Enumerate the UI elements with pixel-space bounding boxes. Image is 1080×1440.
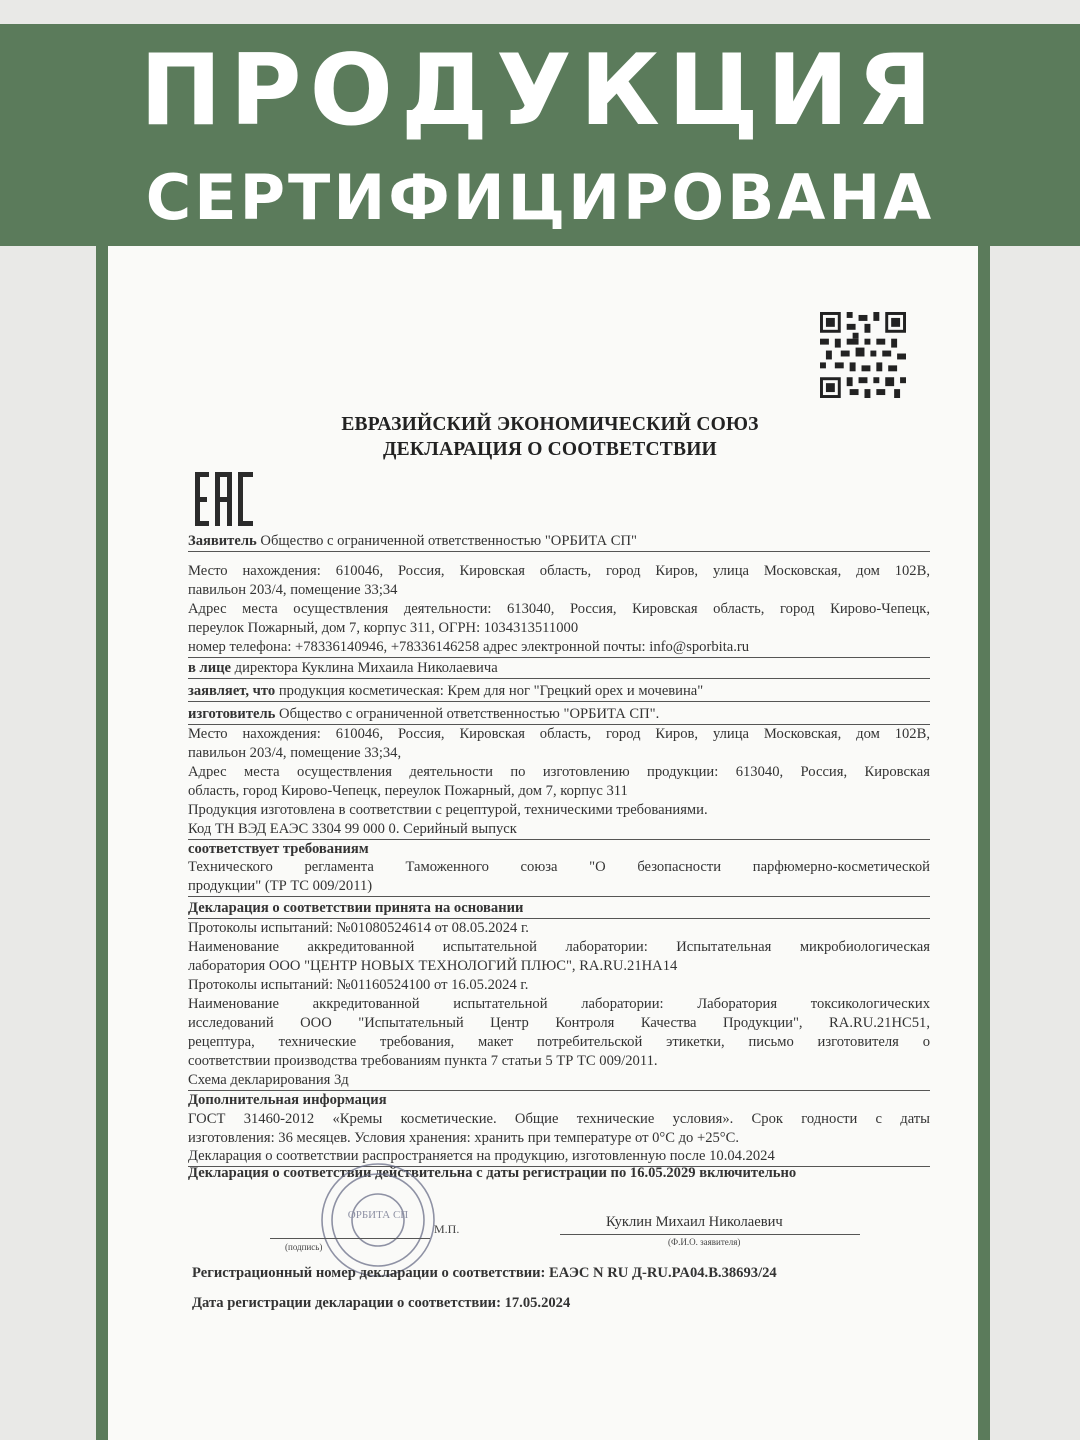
applies-to-line: Декларация о соответствии распространяется на продукцию, изготовленную после 10.04.2024 [188,1146,930,1167]
manufacturer-line [188,704,930,725]
tn-ved-code-line: Код ТН ВЭД ЕАЭС 3304 99 000 0. Серийный выпуск [188,819,930,840]
basis-label: Декларация о соответствии принята на основании [188,898,930,919]
banner-title-line2: СЕРТИФИЦИРОВАНА [145,161,935,234]
banner-title-line1: ПРОДУКЦИЯ [139,34,941,148]
activity-address-line2: переулок Пожарный, дом 7, корпус 311, ОГРН: 1034313511000 [188,620,579,636]
applicant-text: Общество с ограниченной ответственностью "ОРБИТА СП" [256,533,637,549]
document-title-union: ЕВРАЗИЙСКИЙ ЭКОНОМИЧЕСКИЙ СОЮЗ [341,414,759,435]
mp-label: М.П. [434,1222,460,1236]
applicant-label: Заявитель [188,533,257,549]
gost-line2: изготовления: 36 месяцев. Условия хранения: хранить при температуре от 0°С до +25°С. [188,1130,740,1146]
registration-number: Регистрационный номер декларации о соответствии: ЕАЭС N RU Д-RU.PA04.B.38693/24 [192,1265,777,1281]
applicant-address-line2: павильон 203/4, помещение 33;34 [188,582,398,598]
signature-caption: (подпись) [285,1242,323,1252]
declares-label: заявляет, что [188,683,276,699]
scheme-line: Схема декларирования 3д [188,1070,930,1091]
applicant-address-line1: Место нахождения: 610046, Россия, Кировская область, город Киров, улица Московская, дом 102В, [188,563,930,579]
stamp-text: ОРБИТА СП [347,1209,409,1221]
document-title-declaration: ДЕКЛАРАЦИЯ О СООТВЕТСТВИИ [383,439,717,460]
lab2-line3: рецептура, технические требования, макет потребительской этикетки, письмо изготовителя о [188,1034,930,1050]
name-rule [560,1234,860,1235]
lab2-line2: исследований ООО "Испытательный Центр Контроля Качества Продукции", RA.RU.21НС51, [188,1015,930,1031]
regulation-line1: Технического регламента Таможенного союза "О безопасности парфюмерно-косметической [188,859,930,875]
contacts-line: номер телефона: +78336140946, +78336146258 адрес электронной почты: info@sporbita.ru [188,637,930,658]
lab1-line1: Наименование аккредитованной испытательной лаборатории: Испытательная микробиологическая [188,939,930,955]
gost-line1: ГОСТ 31460-2012 «Кремы косметические. Общие технические условия». Срок годности с даты [188,1111,930,1127]
header-banner [0,24,1080,246]
person-text: директора Куклина Михаила Николаевича [231,660,498,676]
person-line [188,658,930,679]
name-caption: (Ф.И.О. заявителя) [668,1237,741,1247]
lab2-line1: Наименование аккредитованной испытательной лаборатории: Лаборатория токсикологических [188,996,930,1012]
manufacturer-address-line1: Место нахождения: 610046, Россия, Кировская область, город Киров, улица Московская, дом 102В, [188,726,930,742]
production-address-line2: область, город Кирово-Чепецк, переулок Пожарный, дом 7, корпус 311 [188,783,628,799]
manufacturer-address-line2: павильон 203/4, помещение 33;34, [188,745,402,761]
signature-rule [270,1238,430,1239]
regulation-line2: продукции" (ТР ТС 009/2011) [188,876,930,897]
manufacturer-text: Общество с ограниченной ответственностью "ОРБИТА СП". [275,706,660,722]
manufacturer-label: изготовитель [188,706,276,722]
protocol1-line: Протоколы испытаний: №01080524614 от 08.05.2024 г. [188,920,529,936]
lab2-line4: соответствии производства требованиям пункта 7 статьи 5 ТР ТС 009/2011. [188,1053,658,1069]
valid-until-line: Декларация о соответствии действительна с даты регистрации по 16.05.2029 включительно [188,1165,797,1181]
signer-name: Куклин Михаил Николаевич [606,1214,783,1230]
complies-label: соответствует требованиям [188,841,369,857]
protocol2-line: Протоколы испытаний: №01160524100 от 16.05.2024 г. [188,977,529,993]
person-label: в лице [188,660,232,676]
made-according-line: Продукция изготовлена в соответствии с рецептурой, техническими требованиями. [188,802,708,818]
registration-date: Дата регистрации декларации о соответствии: 17.05.2024 [192,1295,571,1311]
applicant-line [188,531,930,552]
production-address-line1: Адрес места осуществления деятельности по изготовлению продукции: 613040, Россия, Кировская [188,764,930,780]
activity-address-line1: Адрес места осуществления деятельности: 613040, Россия, Кировская область, город Кирово-Чепецк, [188,601,930,617]
declares-text: продукция косметическая: Крем для ног "Грецкий орех и мочевина" [275,683,704,699]
declares-line [188,681,930,702]
company-stamp-icon [318,1160,438,1280]
additional-label: Дополнительная информация [188,1092,387,1108]
lab1-line2: лаборатория ООО "ЦЕНТР НОВЫХ ТЕХНОЛОГИЙ ПЛЮС", RA.RU.21НА14 [188,958,678,974]
eac-mark-icon [193,470,255,528]
qr-code-icon [818,312,908,398]
